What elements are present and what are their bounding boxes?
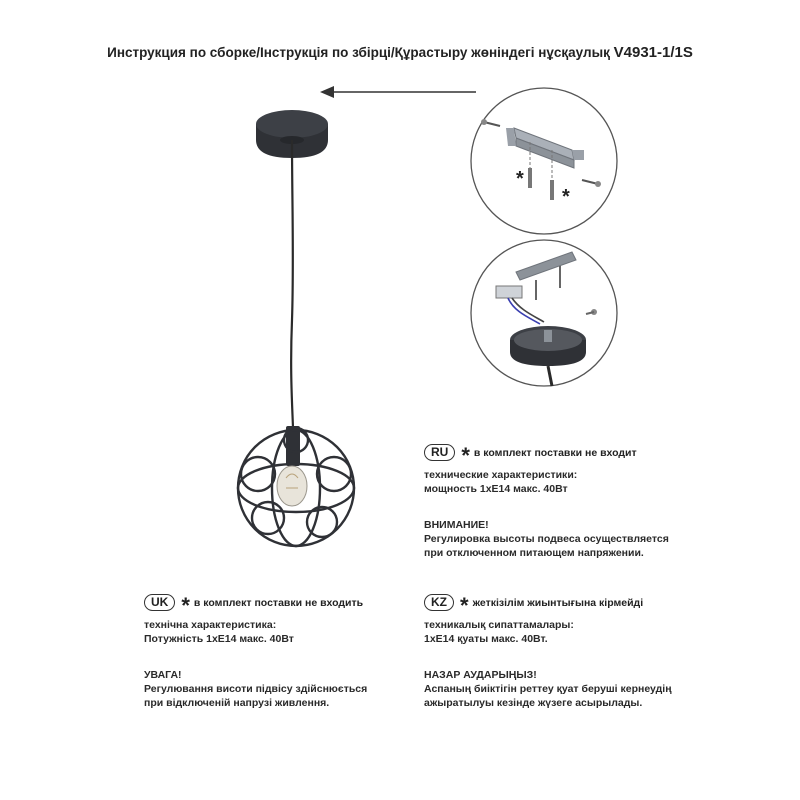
section-kz xyxy=(424,594,672,710)
ru-not-included-row xyxy=(424,442,669,468)
kz-badge: KZ xyxy=(424,594,454,611)
kz-not-included: жеткізілім жиынтығына кірмейді xyxy=(472,596,644,609)
section-uk xyxy=(144,594,367,710)
kz-specs-title: техникалық сипаттамалары: xyxy=(424,619,574,631)
uk-not-included-row xyxy=(144,592,367,618)
bulb xyxy=(277,466,307,506)
uk-warning-title: УВАГА! xyxy=(144,669,182,681)
pointer-arrow xyxy=(320,86,476,98)
kz-warning-line1: Аспаның биіктігін реттеу қуат беруші кернеудің xyxy=(424,683,672,695)
uk-warning-line2: при відключеній напрузі живлення. xyxy=(144,697,330,709)
uk-specs-title: технічна характеристика: xyxy=(144,619,277,631)
star-icon: * xyxy=(461,442,470,468)
ru-warning-line2: при отключенном питающем напряжении. xyxy=(424,547,644,559)
ru-badge: RU xyxy=(424,444,455,461)
kz-warning-title: НАЗАР АУДАРЫҢЫЗ! xyxy=(424,669,537,681)
uk-not-included: в комплект поставки не входить xyxy=(193,596,364,609)
uk-specs-value: Потужність 1xE14 макс. 40Вт xyxy=(144,633,294,645)
star-callout-1: * xyxy=(516,168,524,190)
ru-specs-value: мощность 1xE14 макс. 40Вт xyxy=(424,483,568,495)
ru-warning-line1: Регулировка высоты подвеса осуществляется xyxy=(424,533,669,545)
uk-warning-line1: Регулювання висоти підвісу здійснюється xyxy=(144,683,368,695)
detail-circle-bracket xyxy=(471,88,617,234)
kz-not-included-row xyxy=(424,592,672,618)
suspension-cable xyxy=(291,140,293,428)
detail-circle-wiring xyxy=(471,240,617,386)
kz-warning-line2: ажыратылуы кезінде жүзеге асырылады. xyxy=(424,697,643,709)
kz-specs-value: 1xE14 қуаты макс. 40Вт. xyxy=(424,633,548,645)
star-icon: * xyxy=(460,592,469,618)
ru-not-included: в комплект поставки не входит xyxy=(473,446,637,459)
ru-warning-title: ВНИМАНИЕ! xyxy=(424,519,489,531)
model-code: V4931-1/1S xyxy=(613,44,693,61)
section-ru xyxy=(424,444,669,560)
uk-badge: UK xyxy=(144,594,175,611)
star-icon: * xyxy=(181,592,190,618)
star-callout-2: * xyxy=(562,186,570,208)
title-text: Инструкция по сборке/Інструкція по збірці/Құрастыру жөніндегі нұсқаулық xyxy=(107,45,610,60)
ru-specs-title: технические характеристики: xyxy=(424,469,578,481)
